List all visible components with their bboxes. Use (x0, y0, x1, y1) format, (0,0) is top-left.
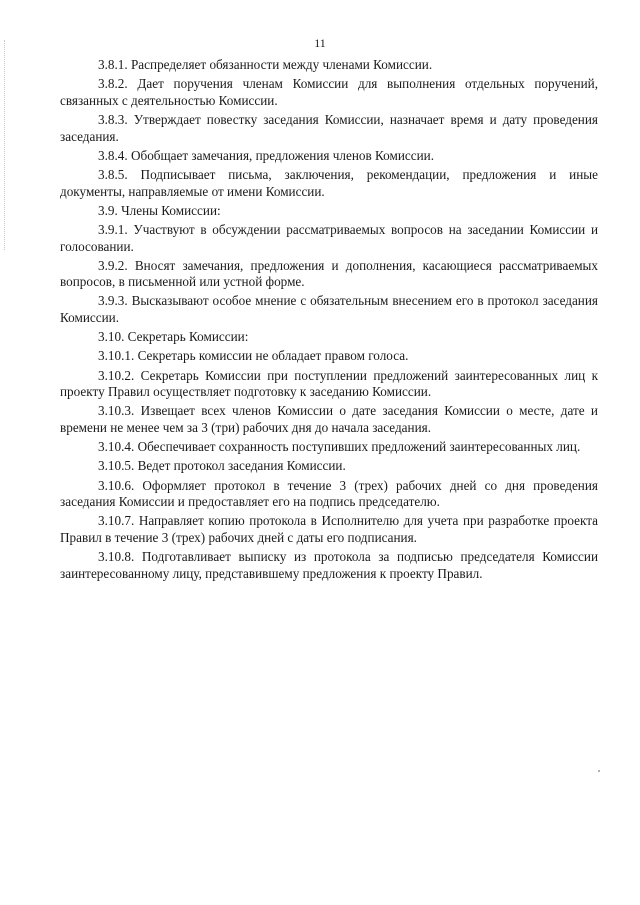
paragraph-3-8-4: 3.8.4. Обобщает замечания, предложения членов Комиссии. (98, 147, 435, 163)
paragraph-3-10-7: 3.10.7. Направляет копию протокола в Исполнителю для учета при разработке проекта Правил в течение 3 (трех) рабочих дней с даты его подписания. (60, 513, 598, 545)
paragraph-3-10: 3.10. Секретарь Комиссии: (98, 329, 249, 345)
paragraph-3-10-2: 3.10.2. Секретарь Комиссии при поступлении предложений заинтересованных лиц к проекту Правил осуществляет подготовку к заседанию Комиссии. (60, 367, 598, 400)
paragraph-3-9-3: 3.9.3. Высказывают особое мнение с обязательным внесением его в протокол заседания Комиссии. (60, 293, 598, 326)
paragraph-3-8-2: 3.8.2. Дает поручения членам Комиссии для выполнения отдельных поручений, связанных с деятельностью Комиссии. (60, 76, 598, 108)
paragraph-3-8-3: 3.8.3. Утверждает повестку заседания Комиссии, назначает время и дату проведения заседания. (60, 111, 598, 144)
document-body (60, 57, 598, 585)
paragraph-3-9-1: 3.9.1. Участвуют в обсуждении рассматриваемых вопросов на заседании Комиссии и голосовании. (60, 221, 598, 254)
paragraph-3-9: 3.9. Члены Комиссии: (98, 202, 221, 218)
scan-binding-marks (4, 40, 8, 250)
paragraph-3-10-4: 3.10.4. Обеспечивает сохранность поступивших предложений заинтересованных лиц. (98, 439, 581, 455)
paragraph-3-10-8: 3.10.8. Подготавливает выписку из протокола за подписью председателя Комиссии заинтересованному лицу, представившему предложения к проекту Правил. (60, 549, 598, 581)
paragraph-3-10-3: 3.10.3. Извещает всех членов Комиссии о дате заседания Комиссии о месте, дате и времени не менее чем за 3 (три) рабочих дня до начала заседания. (60, 403, 598, 435)
paragraph-3-10-6: 3.10.6. Оформляет протокол в течение 3 (трех) рабочих дней со дня проведения заседания Комиссии и предоставляет его на подпись председателю. (60, 477, 598, 510)
paragraph-3-8-1: 3.8.1. Распределяет обязанности между членами Комиссии. (98, 57, 433, 72)
scan-speck (598, 770, 600, 772)
page-number: 11 (314, 36, 326, 50)
paragraph-3-8-5: 3.8.5. Подписывает письма, заключения, рекомендации, предложения и иные документы, направляемые от имени Комиссии. (60, 166, 598, 199)
paragraph-3-10-1: 3.10.1. Секретарь комиссии не обладает правом голоса. (98, 348, 409, 364)
paragraph-3-10-5: 3.10.5. Ведет протокол заседания Комиссии. (98, 458, 346, 474)
paragraph-3-9-2: 3.9.2. Вносят замечания, предложения и дополнения, касающиеся рассматриваемых вопросов, в письменной или устной форме. (60, 257, 598, 290)
